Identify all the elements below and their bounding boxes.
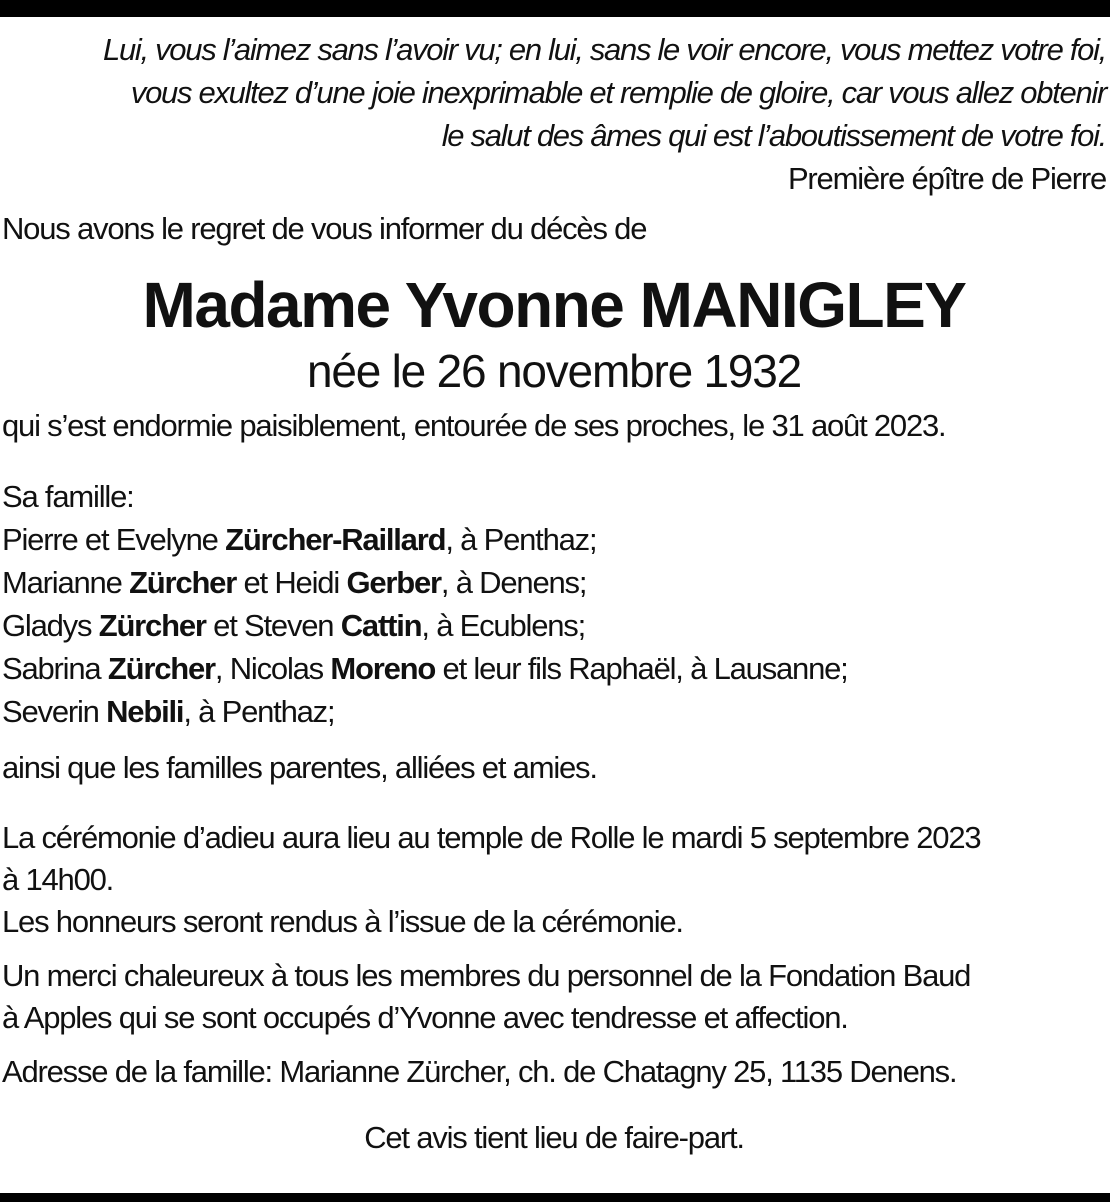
- family-surname: Zürcher: [107, 651, 215, 686]
- ceremony-line: La cérémonie d’adieu aura lieu au temple de Rolle le mardi 5 septembre 2023: [2, 820, 981, 855]
- family-text: et Steven: [205, 608, 341, 643]
- epigraph-line: Lui, vous l’aimez sans l’avoir vu; en lui, sans le voir encore, vous mettez votre foi,: [103, 32, 1106, 67]
- family-text: , à Ecublens;: [421, 608, 585, 643]
- family-text: Severin: [2, 694, 107, 729]
- family-members: [2, 518, 1106, 733]
- family-member: [2, 647, 1106, 690]
- bottom-rule: [0, 1193, 1110, 1202]
- top-rule: [0, 0, 1110, 17]
- relatives-text: ainsi que les familles parentes, alliées et amies.: [2, 750, 597, 785]
- family-surname: Zürcher: [129, 565, 237, 600]
- family-surname: Moreno: [330, 651, 436, 686]
- epigraph-source: Première épître de Pierre: [787, 161, 1106, 196]
- family-member: [2, 604, 1106, 647]
- family-text: , à Penthaz;: [183, 694, 335, 729]
- birth-date: née le 26 novembre 1932: [306, 345, 802, 397]
- family-surname: Cattin: [340, 608, 422, 643]
- family-text: , à Denens;: [440, 565, 587, 600]
- intro-text: Nous avons le regret de vous informer du décès de: [2, 211, 647, 246]
- thanks-line: Un merci chaleureux à tous les membres du personnel de la Fondation Baud: [2, 958, 971, 993]
- family-text: , Nicolas: [214, 651, 331, 686]
- ceremony-line: Les honneurs seront rendus à l’issue de la cérémonie.: [2, 904, 683, 939]
- family-text: Pierre et Evelyne: [2, 522, 226, 557]
- family-heading: Sa famille:: [2, 479, 134, 514]
- epigraph: [2, 28, 1106, 157]
- family-text: Marianne: [2, 565, 130, 600]
- family-text: Gladys: [2, 608, 99, 643]
- family-member: [2, 561, 1106, 604]
- family-member: [2, 518, 1106, 561]
- family-surname: Nebili: [106, 694, 184, 729]
- death-notice: qui s’est endormie paisiblement, entourée de ses proches, le 31 août 2023.: [2, 408, 946, 443]
- family-surname: Zürcher: [98, 608, 206, 643]
- family-member: [2, 690, 1106, 733]
- ceremony-info: [2, 817, 1106, 943]
- ceremony-line: à 14h00.: [2, 862, 114, 897]
- family-text: , à Penthaz;: [445, 522, 597, 557]
- epigraph-line: le salut des âmes qui est l’aboutissement de votre foi.: [441, 118, 1106, 153]
- family-surname: Zürcher-Raillard: [225, 522, 446, 557]
- family-text: Sabrina: [2, 651, 108, 686]
- family-text: et leur fils Raphaël, à Lausanne;: [435, 651, 848, 686]
- thanks-text: [2, 955, 1106, 1039]
- notice-content: [2, 28, 1106, 1159]
- epigraph-line: vous exultez d’une joie inexprimable et remplie de gloire, car vous allez obtenir: [130, 75, 1106, 110]
- thanks-line: à Apples qui se sont occupés d’Yvonne avec tendresse et affection.: [2, 1000, 848, 1035]
- family-list: [2, 475, 1106, 733]
- family-address: Adresse de la famille: Marianne Zürcher, ch. de Chatagny 25, 1135 Denens.: [2, 1054, 957, 1089]
- deceased-name: Madame Yvonne MANIGLEY: [142, 269, 966, 341]
- family-surname: Gerber: [346, 565, 441, 600]
- closing-note: Cet avis tient lieu de faire-part.: [364, 1120, 744, 1155]
- family-text: et Heidi: [236, 565, 347, 600]
